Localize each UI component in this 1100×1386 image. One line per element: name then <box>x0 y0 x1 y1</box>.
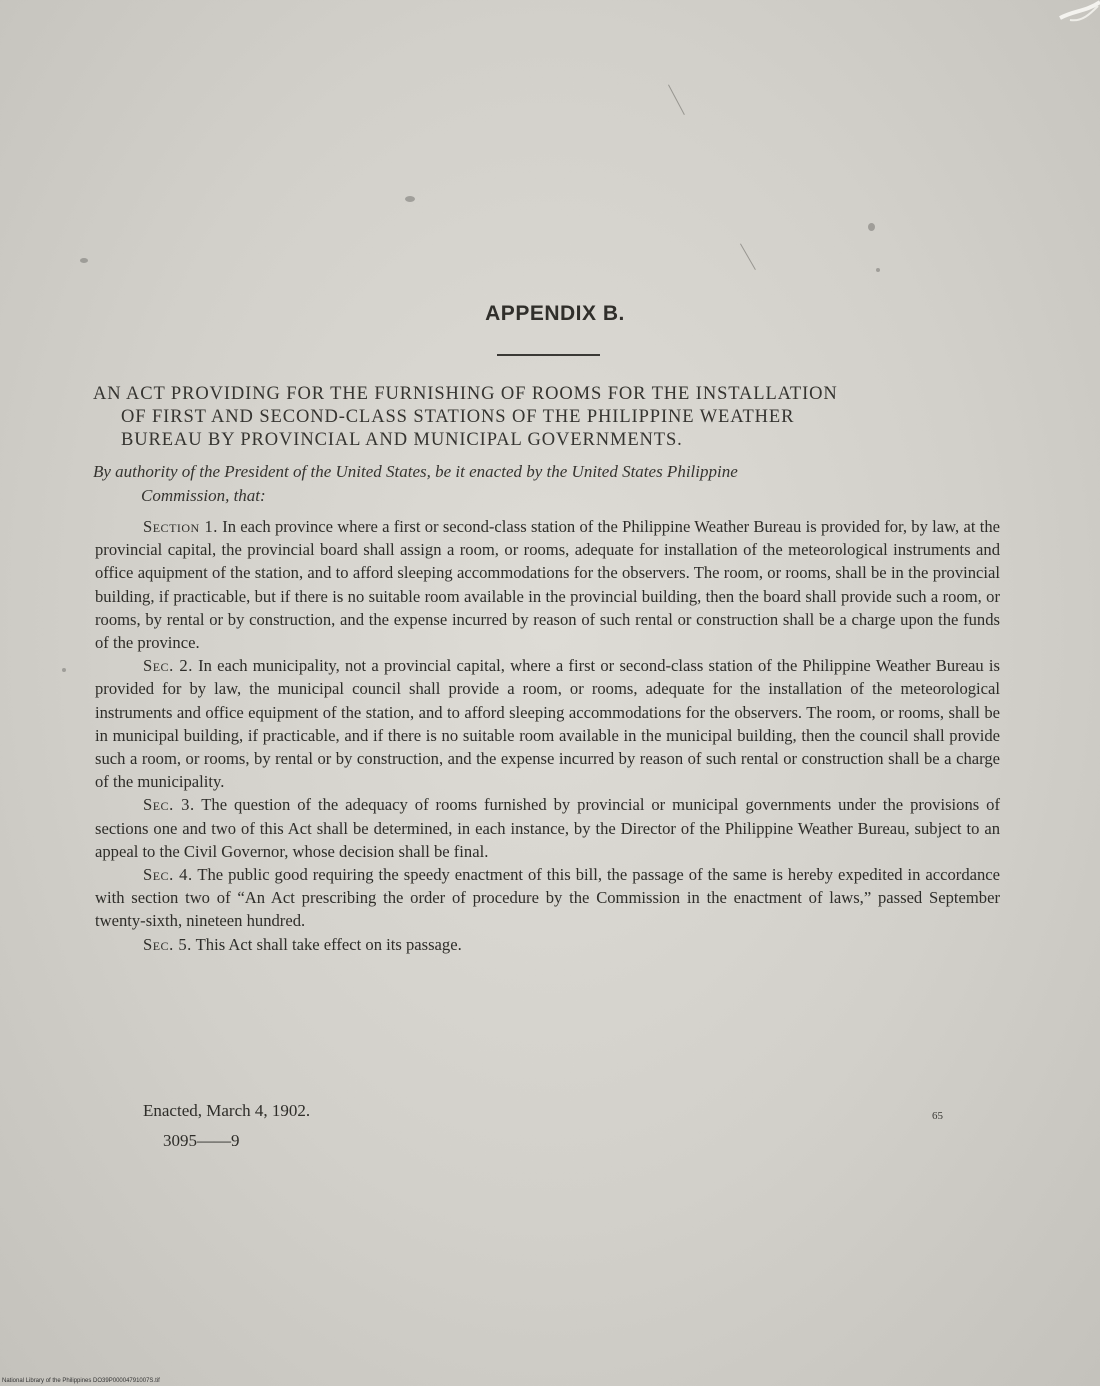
archive-stamp: National Library of the Philippines DO39P00004791007S.tif <box>2 1378 160 1384</box>
page-scratch <box>668 85 685 115</box>
section-label: Sec. 2. <box>143 656 193 676</box>
section-text: This Act shall take effect on its passage. <box>195 934 462 954</box>
page-scratch <box>740 244 756 270</box>
act-title <box>93 383 1003 452</box>
act-title-line: BUREAU BY PROVINCIAL AND MUNICIPAL GOVERNMENTS. <box>121 430 683 450</box>
section-paragraph <box>95 793 1000 863</box>
section-paragraph <box>95 654 1000 793</box>
section-label: Sec. 5. <box>143 934 192 954</box>
enacting-clause-line: By authority of the President of the United States, be it enacted by the United States Philippine <box>93 462 738 481</box>
page-blemish <box>868 223 875 231</box>
section-text: The question of the adequacy of rooms furnished by provincial or municipal governments under the provisions of sections one and two of this Act shall be determined, in each instance, by the Director of the Philippine Weather Bureau, subject to an appeal to the Civil Governor, whose decision shall be final. <box>95 795 1000 861</box>
page-number: 65 <box>932 1110 943 1122</box>
section-paragraph <box>95 515 1000 654</box>
page-blemish <box>80 258 88 263</box>
section-paragraph <box>95 863 1000 933</box>
section-text: In each municipality, not a provincial capital, where a first or second-class station of the Philippine Weather Bureau is provided for by law, the municipal council shall provide a room, or rooms, adequate for the installation of the meteorological instruments and office equipment of the station, and to afford sleeping accommodations for the observers. The room, or rooms, shall be in municipal building, if practicable, and if there is no suitable room available in the municipal building, then the council shall provide such a room, or rooms, by rental or by construction, and the expense incurred by reason of such rental or construction shall be a charge of the municipality. <box>95 656 1000 792</box>
page-blemish <box>876 268 880 272</box>
enacted-date: Enacted, March 4, 1902. <box>143 1101 311 1120</box>
page-blemish <box>62 668 66 672</box>
section-label: Sec. 4. <box>143 865 193 885</box>
section-paragraph <box>95 933 1000 956</box>
section-label: Section 1. <box>143 517 218 536</box>
act-title-line: AN ACT PROVIDING FOR THE FURNISHING OF ROOMS FOR THE INSTALLATION <box>93 384 838 404</box>
heading-rule <box>497 354 600 356</box>
section-label: Sec. 3. <box>143 795 195 815</box>
page-blemish <box>405 196 415 202</box>
section-text: In each province where a first or second-class station of the Philippine Weather Bureau is provided for, by law, at the provincial capital, the provincial board shall assign a room, or rooms, adequate for installation of the meteorological instruments and office aquipment of the station, and to afford sleeping accommodations for the observers. The room, or rooms, shall be in the provincial building, if practicable, but if there is no suitable room available in the provincial building, then the board shall provide such a room, or rooms, by rental or by construction, and the expense incurred by reason of such rental or construction shall be a charge upon the funds of the province. <box>95 517 1000 653</box>
page-corner-mark <box>990 0 1100 40</box>
act-body <box>95 515 1000 956</box>
section-text: The public good requiring the speedy enactment of this bill, the passage of the same is hereby expedited in accordance with section two of “An Act prescribing the order of procedure by the Commission in the enactment of laws,” passed September twenty-sixth, nineteen hundred. <box>95 865 1001 931</box>
signature-mark: 3095——9 <box>163 1131 240 1150</box>
appendix-heading: APPENDIX B. <box>485 302 625 325</box>
enacting-clause-line: Commission, that: <box>141 486 266 505</box>
act-title-line: OF FIRST AND SECOND-CLASS STATIONS OF THE PHILIPPINE WEATHER <box>121 407 795 427</box>
enacting-clause <box>93 460 998 508</box>
